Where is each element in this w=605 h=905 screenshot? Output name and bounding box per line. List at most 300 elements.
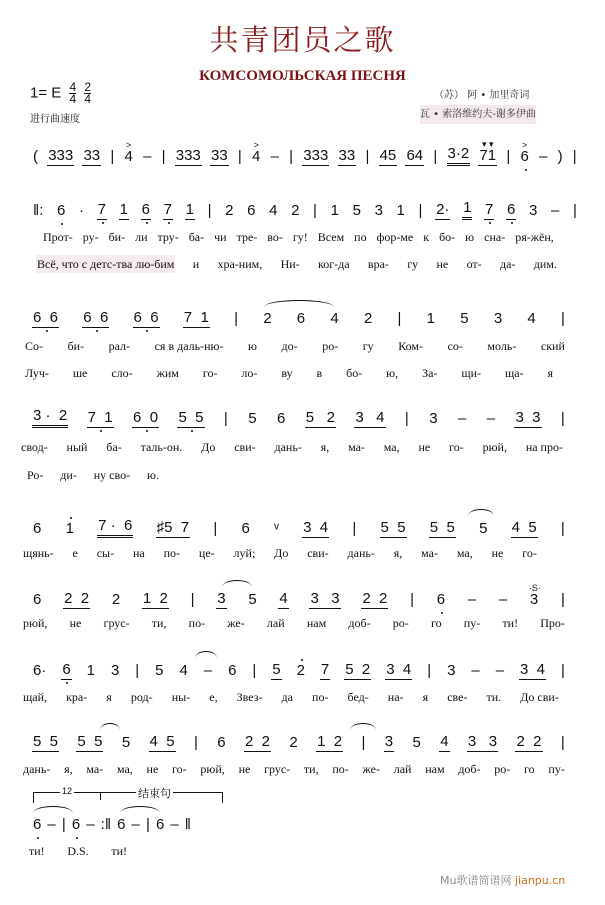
note-text: 5 5	[429, 519, 455, 536]
lyric-syllable: го	[430, 616, 442, 630]
note-text: 7	[163, 201, 172, 218]
lyric-syllable: я	[106, 690, 112, 704]
lyric-syllable: да	[281, 690, 293, 704]
lyric-syllable: сло-	[111, 366, 133, 380]
note-text: |	[397, 310, 402, 327]
note-text: |	[237, 148, 242, 165]
note	[302, 147, 329, 166]
notation-line	[32, 518, 566, 538]
lyric-syllable: го-	[449, 440, 464, 454]
lyric-syllable: дань-	[23, 762, 51, 776]
note	[175, 147, 202, 166]
note-text: 1	[463, 199, 472, 216]
lyric-syllable: Со-	[25, 339, 43, 353]
note-text: 5 5	[77, 733, 103, 750]
note-text: 6	[57, 202, 66, 219]
lyric-syllable: ря-жён,	[515, 230, 554, 244]
note-text: 5	[248, 591, 257, 608]
note	[514, 409, 541, 428]
lyric-syllable: кра-	[66, 690, 88, 704]
lyric-syllable: рюй,	[482, 440, 507, 454]
note	[354, 409, 385, 428]
note-text: |	[365, 148, 370, 165]
note	[82, 309, 109, 328]
note	[240, 520, 250, 538]
note-text: 5 2	[345, 661, 371, 678]
note-text: 2	[296, 662, 305, 679]
watermark	[440, 872, 565, 888]
note-text: 6	[217, 734, 226, 751]
note-text: 5	[272, 661, 281, 678]
note-text: 6	[247, 202, 256, 219]
note	[296, 662, 306, 680]
note-text: 4	[440, 733, 449, 750]
note-text: |	[410, 591, 414, 608]
note-text: 2	[225, 202, 234, 219]
watermark-text: Mu歌谱简谱网	[440, 874, 512, 887]
lyric-syllable: До	[201, 440, 216, 454]
lyric-syllable: го-	[522, 546, 537, 560]
notation-line	[32, 139, 578, 166]
lyric-syllable: Про-	[540, 616, 565, 630]
note-text: 6 0	[133, 409, 159, 426]
note-text: 1	[426, 310, 435, 327]
barline	[397, 310, 403, 328]
note-text: 4	[527, 310, 536, 327]
lyric-syllable: я	[547, 366, 553, 380]
note-text: |	[213, 520, 218, 537]
barline	[364, 148, 370, 166]
lyric-syllable: D.S.	[67, 844, 89, 858]
note-text: 4	[179, 662, 188, 679]
note	[379, 147, 398, 166]
note	[511, 519, 538, 538]
accent-mark: ▾ ▾	[481, 139, 494, 149]
note-text: |	[145, 816, 150, 833]
note-text: 4 5	[511, 519, 537, 536]
barline	[560, 662, 566, 680]
barline	[237, 148, 243, 166]
note	[352, 202, 362, 220]
note-text: 1	[119, 201, 128, 218]
lyric-syllable: Прот-	[43, 230, 73, 244]
note	[247, 410, 257, 428]
note	[459, 310, 469, 328]
note-text: 6 6	[133, 309, 159, 326]
barline	[560, 410, 566, 428]
lyric-syllable: луй;	[233, 546, 256, 560]
note-text: 6	[71, 816, 81, 833]
dash	[142, 148, 152, 166]
lyric-syllable: свод-	[21, 440, 48, 454]
note-text: 5	[155, 662, 164, 679]
lyric-syllable: ся в даль-ню-	[154, 339, 224, 353]
note-text: 333	[303, 147, 329, 164]
note	[177, 409, 204, 428]
note	[467, 733, 498, 752]
slur	[222, 580, 252, 587]
lyric-syllable: би-	[108, 230, 126, 244]
lyric-syllable: ти!	[29, 844, 45, 858]
note-text: –	[539, 148, 548, 165]
note-text: 4	[330, 310, 339, 327]
lyric-syllable: по-	[163, 546, 181, 560]
note-text: |	[207, 202, 212, 219]
barline	[223, 410, 229, 428]
lyric-syllable: го-	[172, 762, 187, 776]
note-text: 5 2	[305, 409, 335, 426]
note	[271, 661, 281, 680]
note	[273, 520, 280, 538]
notation-line	[32, 308, 566, 328]
note-text: ‖:	[33, 202, 44, 219]
note	[478, 139, 497, 166]
lyric-syllable: Ни-	[280, 257, 300, 271]
note	[32, 662, 47, 680]
lyric-syllable: гу	[362, 339, 374, 353]
note	[316, 733, 343, 752]
note-text: –	[457, 410, 467, 427]
lyric-syllable: ма-	[348, 440, 365, 454]
note-text: 5	[121, 734, 131, 751]
note-text: 5	[248, 410, 257, 427]
lyric-syllable: ный	[66, 440, 88, 454]
note-text: 3	[374, 202, 383, 219]
lyric-syllable: ло-	[241, 366, 258, 380]
lyric-syllable: же-	[227, 616, 245, 630]
lyric-syllable: ма-	[421, 546, 438, 560]
note-text: 3 3	[310, 590, 340, 607]
note	[361, 590, 388, 609]
barline	[351, 520, 357, 538]
lyric-syllable: я,	[320, 440, 330, 454]
note	[338, 147, 357, 166]
dash	[270, 148, 280, 166]
accent-mark: >	[126, 140, 132, 150]
note	[380, 519, 407, 538]
time-top: 4	[69, 80, 77, 94]
barline	[418, 202, 424, 220]
note-text: 2·	[436, 201, 450, 218]
barline	[109, 148, 115, 166]
dash	[467, 591, 477, 609]
lyric-syllable: таль-он.	[140, 440, 183, 454]
lyric-syllable: грус-	[103, 616, 130, 630]
note	[528, 202, 538, 220]
note	[141, 201, 151, 220]
note-text: 45	[379, 147, 397, 164]
lyric-syllable: ю,	[386, 366, 399, 380]
note-text: 3·2	[447, 145, 470, 162]
note-text: )	[557, 148, 563, 165]
note	[428, 410, 438, 428]
lyric-syllable: ти.	[486, 690, 502, 704]
note	[155, 816, 165, 834]
lyric-syllable: доб-	[348, 616, 371, 630]
lyrics-line	[28, 842, 128, 860]
note	[32, 309, 59, 328]
lyric-syllable: ский	[540, 339, 565, 353]
slur	[195, 651, 217, 658]
lyric-syllable: сна-	[484, 230, 506, 244]
lyric-syllable: тру-	[157, 230, 179, 244]
lyric-syllable: тре-	[236, 230, 258, 244]
barline	[505, 148, 511, 166]
lyric-syllable: не	[491, 546, 504, 560]
note	[462, 199, 472, 220]
lyric-syllable: Всё, что с детс-тва лю-бим	[37, 257, 175, 271]
note	[178, 662, 188, 680]
slur	[350, 723, 376, 730]
lyric-syllable: бо-	[439, 230, 456, 244]
lyric-syllable: ти,	[303, 762, 319, 776]
lyric-syllable: До сви-	[520, 690, 559, 704]
note	[47, 147, 74, 166]
barline	[560, 734, 566, 752]
note-text: |	[361, 734, 366, 751]
note-text: 5 5	[178, 409, 204, 426]
note-text: 6	[117, 816, 126, 833]
note	[447, 145, 471, 166]
note-text: 4	[269, 202, 278, 219]
lyrics-line	[22, 544, 538, 562]
lyric-syllable: щи-	[461, 366, 482, 380]
barline	[100, 816, 112, 834]
lyrics-line	[22, 760, 566, 778]
lyric-syllable: доб-	[458, 762, 481, 776]
dash	[550, 202, 560, 220]
lyric-syllable: ю	[465, 230, 475, 244]
lyric-syllable: ща-	[504, 366, 524, 380]
note-text: 33	[338, 147, 356, 164]
barline	[560, 520, 566, 538]
lyric-syllable: ли	[135, 230, 148, 244]
note	[396, 202, 406, 220]
slur	[100, 723, 120, 730]
time-top: 2	[84, 80, 91, 94]
barline	[161, 148, 167, 166]
lyric-syllable: сы-	[96, 546, 115, 560]
note-text: |	[572, 148, 577, 165]
barline	[360, 734, 366, 752]
lyric-syllable: ро-	[392, 616, 409, 630]
lyric-syllable: сви-	[234, 440, 256, 454]
dash	[85, 816, 95, 834]
notation-line	[32, 814, 192, 834]
note-text: 2 2	[516, 733, 542, 750]
lyrics-line	[20, 438, 564, 456]
lyric-syllable: дань-	[347, 546, 375, 560]
lyric-syllable: в	[316, 366, 323, 380]
note-text: 1 2	[317, 733, 343, 750]
note-text: 5	[460, 310, 469, 327]
barline	[560, 591, 566, 609]
lyric-syllable: род-	[130, 690, 153, 704]
note	[154, 662, 164, 680]
lyric-syllable: ма,	[456, 546, 473, 560]
accent-mark: ·S·	[528, 583, 541, 593]
note	[276, 410, 286, 428]
note-text: 2 2	[64, 590, 90, 607]
note	[405, 147, 424, 166]
lyric-syllable: рюй,	[23, 616, 48, 630]
lyric-syllable: гу	[407, 257, 419, 271]
song-title: 共青团员之歌	[209, 23, 396, 57]
lyrics-line	[24, 364, 554, 382]
note-text: 3	[217, 590, 226, 607]
note	[288, 734, 298, 752]
barline	[61, 816, 67, 834]
note	[519, 661, 546, 680]
barline	[193, 734, 199, 752]
note-text: 7	[485, 201, 494, 218]
note-text: 3	[429, 410, 438, 427]
note-text: 3 · 2	[33, 407, 68, 424]
lyric-syllable: ма-	[86, 762, 104, 776]
lyric-syllable: по-	[312, 690, 329, 704]
dash	[169, 816, 179, 834]
note	[61, 661, 71, 680]
lyric-syllable: фор-ме	[376, 230, 414, 244]
lyric-syllable: и	[192, 257, 200, 271]
lyric-syllable: щай,	[23, 690, 47, 704]
accent-mark: >	[521, 140, 528, 150]
note	[133, 309, 160, 328]
notation-line	[32, 408, 566, 428]
note-text: –	[86, 816, 95, 833]
barline	[190, 591, 196, 609]
note-text: |	[560, 520, 565, 537]
lyric-syllable: ма,	[383, 440, 400, 454]
note-text: (	[33, 148, 38, 165]
note-text: 6	[33, 816, 42, 833]
note-text: 7	[320, 661, 330, 678]
note-text: 2	[363, 310, 373, 327]
lyricist: （苏） 阿 • 加里奇词	[434, 90, 530, 101]
accent-mark: >	[253, 140, 259, 150]
note-text: |	[560, 734, 565, 751]
note	[87, 409, 114, 428]
note-text: |	[427, 662, 432, 679]
lyric-syllable: бо-	[346, 366, 363, 380]
lyric-syllable: све-	[447, 690, 468, 704]
lyric-syllable: пу-	[463, 616, 481, 630]
lyric-syllable: же-	[362, 762, 380, 776]
note	[344, 661, 371, 680]
note	[224, 202, 234, 220]
note-text: 6	[33, 591, 42, 608]
song-subtitle-russian: КОМСОМОЛЬСКАЯ ПЕСНЯ	[199, 68, 406, 84]
notation-line	[32, 583, 566, 609]
note	[302, 519, 329, 538]
lyric-syllable: лай	[393, 762, 412, 776]
note	[305, 409, 336, 428]
note-text: –	[471, 662, 480, 679]
lyric-syllable: не	[69, 616, 82, 630]
note-text: 6	[141, 201, 150, 218]
lyric-syllable: по-	[188, 616, 206, 630]
note-text: 5	[412, 734, 421, 751]
watermark-site: jianpu.cn	[514, 874, 566, 887]
note	[142, 590, 169, 609]
credits	[420, 86, 536, 124]
notation-line	[32, 660, 566, 680]
note-text: 64	[406, 147, 424, 164]
note-text: 3 4	[355, 409, 385, 426]
note	[384, 733, 394, 752]
note	[156, 519, 191, 538]
note-text: |	[572, 202, 577, 219]
time-signature-4-4	[69, 82, 76, 105]
lyric-syllable: го-	[202, 366, 218, 380]
note-text: 7 · 6	[98, 517, 133, 534]
note-text: 3 4	[520, 661, 546, 678]
note	[63, 590, 90, 609]
note-text: 6	[228, 662, 237, 679]
note-text: 333	[48, 147, 74, 164]
lyric-syllable: ву	[281, 366, 293, 380]
note-text: |	[289, 148, 294, 165]
barline	[212, 520, 218, 538]
lyric-syllable: Луч-	[25, 366, 49, 380]
note	[329, 310, 339, 328]
lyric-syllable: не	[436, 257, 449, 271]
note-text: 33	[211, 147, 228, 164]
note-text: ᵛ	[274, 520, 279, 537]
barline	[426, 662, 432, 680]
note	[247, 591, 257, 609]
note	[78, 202, 85, 220]
note-text: 6·	[33, 662, 47, 679]
note-text: 6	[520, 148, 529, 165]
barline	[251, 662, 257, 680]
note	[385, 661, 412, 680]
key: 1= E	[30, 84, 62, 102]
note-text: 1	[86, 662, 95, 679]
note-text: 3	[493, 310, 503, 327]
note-text: 4 5	[149, 733, 175, 750]
note-text: 7 1	[183, 309, 209, 326]
note-text: 7 1	[87, 409, 113, 426]
note-text: 33	[83, 147, 101, 164]
dash	[470, 662, 480, 680]
lyric-syllable: ю.	[147, 468, 159, 482]
lyric-syllable: рал-	[108, 339, 131, 353]
note-text: |	[61, 816, 66, 833]
note	[216, 590, 226, 609]
note-text: 2	[111, 591, 121, 608]
barline	[207, 202, 213, 220]
composer: 瓦 • 索洛维约夫-谢多伊曲	[420, 105, 536, 124]
lyric-syllable: За-	[422, 366, 438, 380]
lyric-syllable: на-	[387, 690, 404, 704]
barline	[233, 310, 239, 328]
lyric-syllable: сви-	[307, 546, 329, 560]
note-text: –	[143, 148, 152, 165]
lyric-syllable: ба-	[106, 440, 122, 454]
barline	[145, 816, 151, 834]
barline	[560, 310, 566, 328]
lyric-syllable: ро-	[494, 762, 511, 776]
key-signature	[30, 82, 91, 105]
lyrics-line	[24, 337, 566, 355]
note	[97, 201, 107, 220]
note	[111, 591, 121, 609]
note-text: 6	[241, 520, 250, 537]
note-text: |	[234, 310, 238, 327]
time-bottom: 4	[69, 92, 77, 106]
note-text: 6	[155, 816, 165, 833]
